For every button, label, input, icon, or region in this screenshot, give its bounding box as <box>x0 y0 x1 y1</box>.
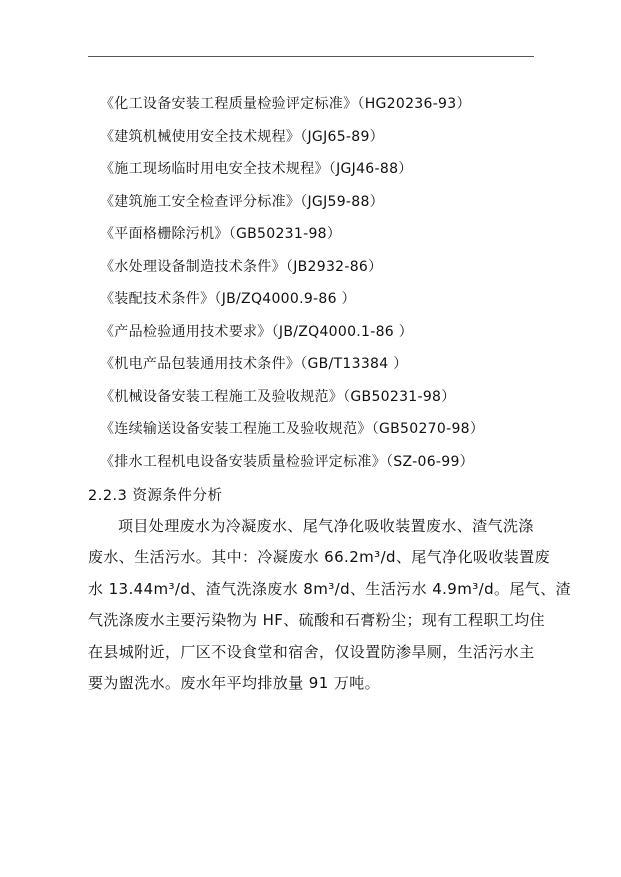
reference-item: 《装配技术条件》（JB/ZQ4000.9-86 ） <box>100 291 356 307</box>
section-paragraph <box>88 514 572 702</box>
reference-item: 《建筑施工安全检查评分标准》（JGJ59-88） <box>100 193 384 210</box>
reference-item: 《机械设备安装工程施工及验收规范》（GB50231-98） <box>100 388 456 405</box>
reference-item: 《机电产品包装通用技术条件》（GB/T13384 ） <box>100 356 408 372</box>
paragraph-line: 项目处理废水为冷凝废水、尾气净化吸收装置废水、渣气洗涤 <box>118 517 534 535</box>
reference-item: 《产品检验通用技术要求》（JB/ZQ4000.1-86 ） <box>100 323 414 340</box>
reference-list <box>100 94 484 484</box>
reference-item: 《排水工程机电设备安装质量检验评定标准》（SZ-06-99） <box>100 453 474 470</box>
reference-item: 《水处理设备制造技术条件》（JB2932-86） <box>100 258 383 275</box>
reference-item: 《连续输送设备安装工程施工及验收规范》（GB50270-98） <box>100 421 485 437</box>
paragraph-line: 废水、生活污水。其中：冷凝废水 66.2m³/d、尾气净化吸收装置废 <box>88 548 550 567</box>
reference-item: 《建筑机械使用安全技术规程》（JGJ65-89） <box>100 128 384 145</box>
header-rule <box>88 56 534 57</box>
paragraph-line: 水 13.44m³/d、渣气洗涤废水 8m³/d、生活污水 4.9m³/d。尾气、渣 <box>88 579 572 598</box>
reference-item: 《平面格栅除污机》（GB50231-98） <box>100 226 342 242</box>
paragraph-line: 气洗涤废水主要污染物为 HF、硫酸和石膏粉尘；现有工程职工均住 <box>88 611 546 630</box>
reference-item: 《化工设备安装工程质量检验评定标准》（HG20236-93） <box>100 96 471 112</box>
paragraph-line: 在县城附近，厂区不设食堂和宿舍，仅设置防渗旱厕，生活污水主 <box>88 642 535 661</box>
paragraph-line: 要为盥洗水。废水年平均排放量 91 万吨。 <box>88 673 381 692</box>
section-heading: 2.2.3 资源条件分析 <box>88 488 223 504</box>
reference-item: 《施工现场临时用电安全技术规程》（JGJ46-88） <box>100 161 413 177</box>
